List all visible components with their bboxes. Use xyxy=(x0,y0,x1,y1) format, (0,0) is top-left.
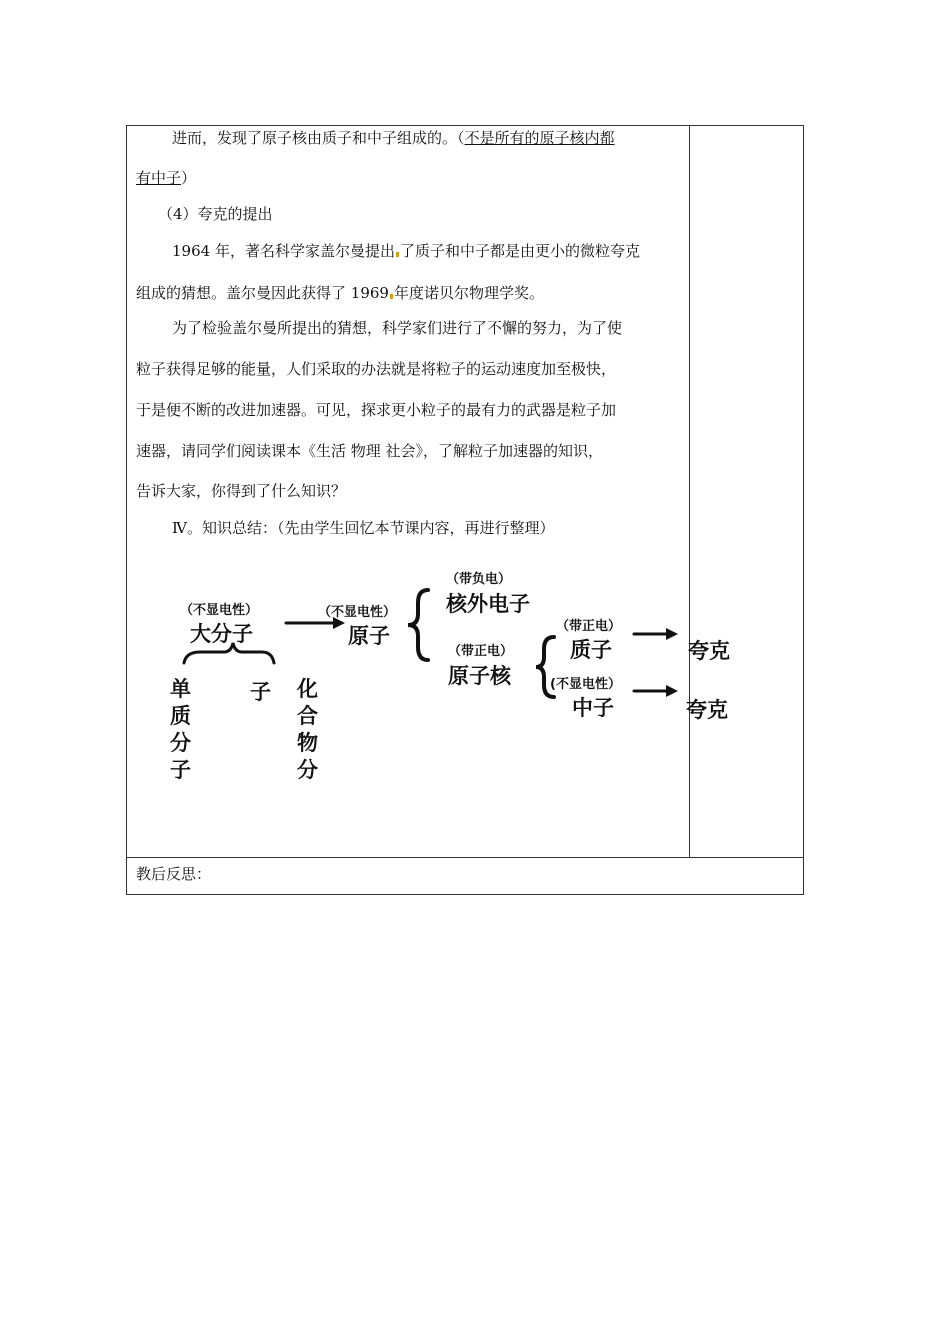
reflection-label: 教后反思： xyxy=(136,865,212,883)
proton-note: （带正电） xyxy=(556,619,622,634)
atom-label: 原子 xyxy=(348,624,390,648)
simple-substance-molecule-label: 单质分子 xyxy=(170,677,191,782)
electron-note: （带负电） xyxy=(446,572,512,587)
text-span: 1964 年，著名科学家盖尔曼提出 xyxy=(172,242,395,260)
underlined-note: 有中子 xyxy=(136,169,182,187)
underlined-note: 不是所有的原子核内都 xyxy=(464,129,615,147)
nucleus-note: （带正电） xyxy=(448,644,514,659)
nucleus-label: 原子核 xyxy=(448,664,511,688)
text-span: ） xyxy=(181,169,197,187)
quark-label: 夸克 xyxy=(686,698,728,722)
electron-label: 核外电子 xyxy=(446,592,530,616)
text-span: 组成的猜想。盖尔曼因此获得了 1969 xyxy=(136,284,389,302)
molecule-note: （不显电性） xyxy=(180,603,259,618)
paragraph-line: 速器，请同学们阅读课本《生活 物理 社会》，了解粒子加速器的知识， xyxy=(136,442,604,460)
atom-brace xyxy=(408,590,428,660)
text-span: 了质子和中子都是由更小的微粒夸克 xyxy=(399,242,640,260)
arrow-head xyxy=(666,628,678,640)
section-heading: （4）夸克的提出 xyxy=(158,205,273,223)
text-span: 进而，发现了原子核由质子和中子组成的。（ xyxy=(172,129,465,147)
molecule-fragment-label: 子 xyxy=(250,680,271,704)
neutron-note: (不显电性） xyxy=(550,677,621,692)
text-span: 年度诺贝尔物理学奖。 xyxy=(393,284,544,302)
proton-label: 质子 xyxy=(570,638,612,662)
paragraph-line: 于是便不断的改进加速器。可见，探求更小粒子的最有力的武器是粒子加 xyxy=(136,401,617,419)
compound-molecule-label: 化合物分 xyxy=(297,677,318,782)
molecule-label: 大分子 xyxy=(190,622,253,646)
summary-heading: Ⅳ。知识总结：（先由学生回忆本节课内容，再进行整理） xyxy=(172,519,555,537)
paragraph-line: 粒子获得足够的能量，人们采取的办法就是将粒子的运动速度加至极快， xyxy=(136,360,617,378)
quark-label: 夸克 xyxy=(688,639,730,663)
atom-note: （不显电性） xyxy=(318,605,397,620)
arrow-head xyxy=(666,685,678,697)
paragraph-line: 告诉大家，你得到了什么知识？ xyxy=(136,482,347,500)
neutron-label: 中子 xyxy=(572,696,614,720)
paragraph-line: 为了检验盖尔曼所提出的猜想，科学家们进行了不懈的努力，为了使 xyxy=(172,319,623,337)
